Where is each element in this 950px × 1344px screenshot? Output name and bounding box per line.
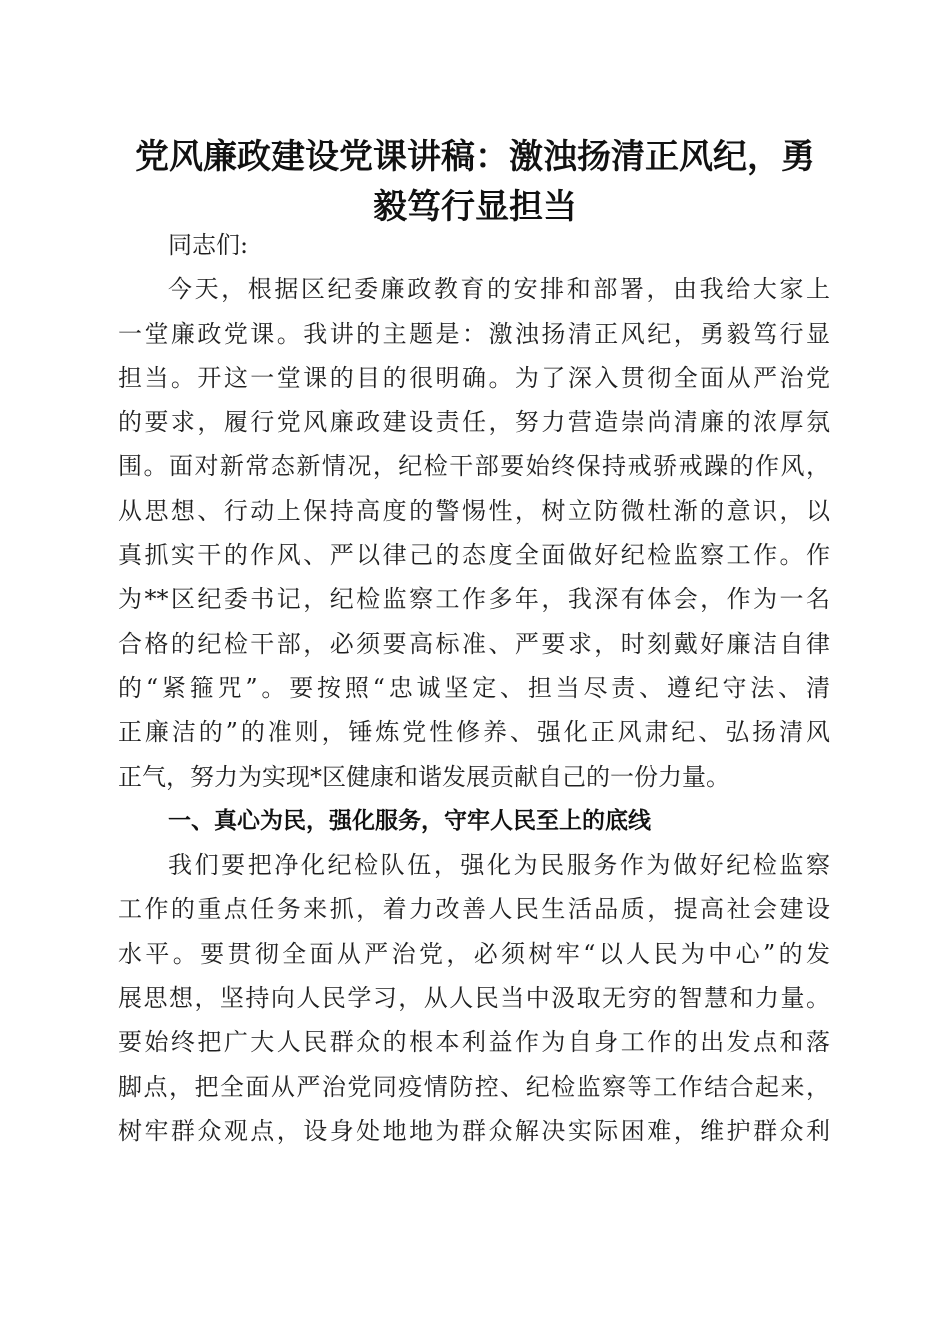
paragraph-line: 脚点，把全面从严治党同疫情防控、纪检监察等工作结合起来， — [118, 1072, 830, 1101]
document-title — [110, 132, 840, 232]
paragraph-intro — [118, 267, 830, 799]
paragraph-line: 从思想、行动上保持高度的警惕性，树立防微杜渐的意识，以 — [118, 496, 830, 525]
paragraph-line: 展思想，坚持向人民学习，从人民当中汲取无穷的智慧和力量。 — [118, 984, 830, 1013]
paragraph-line: 一堂廉政党课。我讲的主题是：激浊扬清正风纪，勇毅笃行显 — [118, 319, 830, 348]
paragraph-line: 树牢群众观点，设身处地地为群众解决实际困难，维护群众利 — [118, 1116, 830, 1145]
paragraph-line: 担当。开这一堂课的目的很明确。为了深入贯彻全面从严治党 — [118, 363, 830, 392]
paragraph-line: 水平。要贯彻全面从严治党，必须树牢“以人民为中心”的发 — [118, 939, 830, 968]
salutation: 同志们: — [168, 231, 249, 259]
title-line: 毅笃行显担当 — [373, 187, 577, 227]
paragraph-line: 我们要把净化纪检队伍，强化为民服务作为做好纪检监察 — [168, 851, 830, 880]
paragraph-line: 围。面对新常态新情况，纪检干部要始终保持戒骄戒躁的作风， — [118, 452, 830, 481]
paragraph-line: 要始终把广大人民群众的根本利益作为自身工作的出发点和落 — [118, 1028, 830, 1057]
paragraph-line: 合格的纪检干部，必须要高标准、严要求，时刻戴好廉洁自律 — [118, 629, 830, 658]
paragraph-line: 工作的重点任务来抓，着力改善人民生活品质，提高社会建设 — [118, 895, 830, 924]
document-body — [118, 223, 830, 1153]
paragraph-line: 真抓实干的作风、严以律己的态度全面做好纪检监察工作。作 — [118, 541, 830, 570]
paragraph-line: 今天，根据区纪委廉政教育的安排和部署，由我给大家上 — [168, 275, 830, 304]
paragraph-line: 的要求，履行党风廉政建设责任，努力营造崇尚清廉的浓厚氛 — [118, 408, 830, 437]
paragraph-line: 正廉洁的”的准则，锤炼党性修养、强化正风肃纪、弘扬清风 — [118, 718, 830, 747]
paragraph-section1 — [118, 843, 830, 1153]
section-heading: 一、真心为民，强化服务，守牢人民至上的底线 — [168, 807, 651, 834]
title-line: 党风廉政建设党课讲稿：激浊扬清正风纪，勇 — [135, 137, 815, 177]
paragraph-line: 为**区纪委书记，纪检监察工作多年，我深有体会，作为一名 — [118, 585, 830, 614]
paragraph-line: 正气，努力为实现*区健康和谐发展贡献自己的一份力量。 — [118, 762, 730, 791]
paragraph-line: 的“紧箍咒”。要按照“忠诚坚定、担当尽责、遵纪守法、清 — [118, 673, 830, 702]
